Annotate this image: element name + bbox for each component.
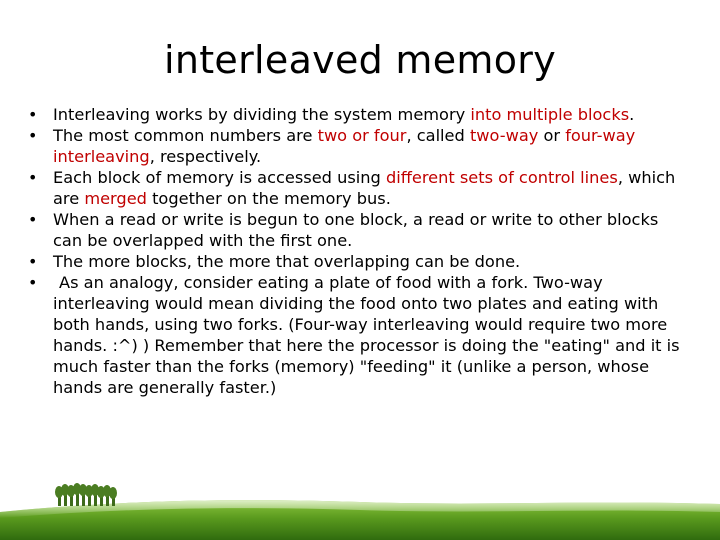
bullet-dot: • [28, 105, 38, 124]
bullet-dot: • [28, 273, 38, 292]
highlight-text: two or four [317, 126, 407, 145]
grass-landscape-graphic [0, 478, 720, 540]
bullet-text: . [629, 105, 635, 124]
bullet-item [28, 125, 688, 167]
bullet-text: , called [406, 126, 470, 145]
bullet-text: or [538, 126, 566, 145]
bullet-list [28, 104, 688, 398]
bullet-dot: • [28, 210, 38, 229]
bullet-text: As an analogy, consider eating a plate of food with a fork. Two-way interleaving would mean dividing the food onto two plates and eating with both hands, using two forks. (Four-way interleaving would require two more hands. :^) ) Remember that here the processor is doing the "eating" and it is much faster than the forks (memory) "feeding" it (unlike a person, whose hands are generally faster.) [53, 273, 680, 397]
bullet-text: , which are [53, 168, 676, 208]
highlight-text: into multiple blocks [470, 105, 630, 124]
bullet-text: Each block of memory is accessed using [53, 168, 386, 187]
bullet-item [28, 167, 688, 209]
bullet-text: Interleaving works by dividing the system memory [53, 105, 471, 124]
bullet-text: The most common numbers are [53, 126, 318, 145]
bullet-text: , respectively. [149, 147, 262, 166]
highlight-text: four-way interleaving [53, 126, 636, 166]
bullet-dot: • [28, 126, 38, 145]
slide-title: interleaved memory [163, 38, 556, 82]
bullet-item [28, 104, 688, 125]
bullet-text: When a read or write is begun to one block, a read or write to other blocks can be overlapped with the first one. [53, 210, 659, 250]
bullet-item [28, 251, 688, 272]
bullet-dot: • [28, 168, 38, 187]
bullet-text: together on the memory bus. [146, 189, 391, 208]
highlight-text: different sets of control lines [385, 168, 618, 187]
highlight-text: two-way [469, 126, 539, 145]
highlight-text: merged [84, 189, 147, 208]
bullet-dot: • [28, 252, 38, 271]
bullet-text: The more blocks, the more that overlapping can be done. [53, 252, 521, 271]
bullet-item [28, 209, 688, 251]
grass-landscape-icon [0, 478, 720, 540]
bullet-item [28, 272, 688, 398]
